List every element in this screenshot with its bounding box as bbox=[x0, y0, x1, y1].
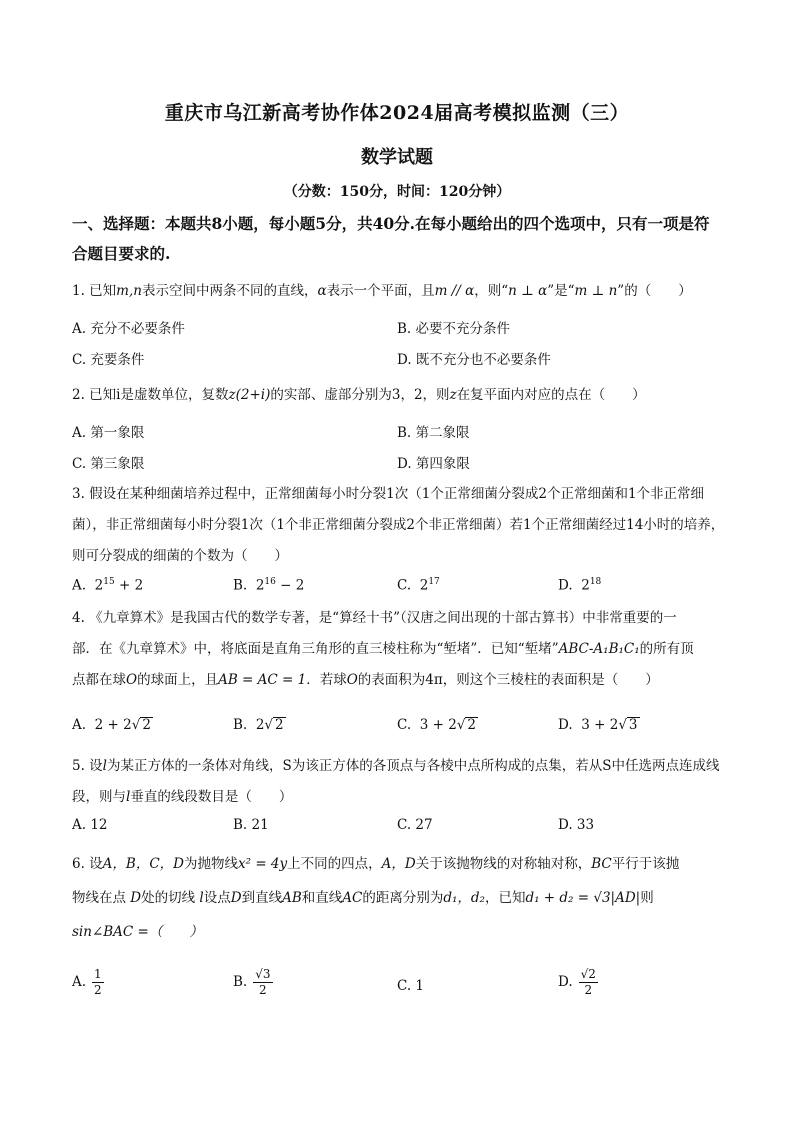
q6-text: 的距离分别为 bbox=[362, 890, 444, 906]
q6-text: 处的切线 bbox=[141, 890, 196, 906]
q4-option-a: A. 2 + 2√ 2 bbox=[72, 717, 151, 733]
exam-title: 重庆市乌江新高考协作体2024届高考模拟监测（三） bbox=[164, 102, 630, 124]
q6-line-3 bbox=[72, 915, 726, 949]
q5-text: 5. 设 bbox=[72, 758, 103, 774]
q6-text: 为抛物线 bbox=[184, 856, 238, 872]
q6-line-ac: AC bbox=[342, 890, 363, 906]
q3-option-d bbox=[558, 577, 601, 594]
q1-text: 表示空间中两条不同的直线， bbox=[141, 283, 318, 299]
q1-text: 表示一个平面，且 bbox=[326, 283, 435, 299]
option-radicand: 2 bbox=[275, 717, 284, 733]
option-prefix: 2 bbox=[255, 717, 265, 733]
q2-option-c: C. 第三象限 bbox=[72, 456, 145, 472]
subject-title: 数学试题 bbox=[361, 147, 433, 168]
option-base: 2 bbox=[419, 577, 429, 594]
fraction-numerator: √3 bbox=[255, 967, 271, 981]
option-label: D. bbox=[558, 974, 573, 990]
q6-points-ad: A，D bbox=[381, 856, 416, 872]
q2-text: 的实部、虚部分别为3，2，则 bbox=[270, 387, 450, 403]
q5-text: 垂直的线段数目是（ ） bbox=[130, 789, 293, 805]
q6-point-d: D bbox=[230, 890, 242, 906]
q6-text: 则 bbox=[640, 890, 654, 906]
q4-line-3 bbox=[72, 665, 726, 696]
option-exponent: 17 bbox=[428, 577, 440, 587]
exam-meta: （分数：150分，时间：120分钟） bbox=[283, 184, 511, 200]
fraction-numerator: 1 bbox=[94, 967, 102, 981]
option-base: 2 bbox=[94, 577, 104, 594]
q1-text: ，则“ bbox=[474, 283, 509, 299]
q2-expression: z(2+i) bbox=[228, 387, 271, 403]
q6-var-l: l bbox=[199, 890, 204, 906]
q6-text: 关于该抛物线的对称轴对称， bbox=[415, 856, 592, 872]
option-label: D. bbox=[558, 577, 573, 594]
q1-relation-1: n ⊥ α bbox=[508, 283, 548, 299]
question-3-stem: 3. 假设在某种细菌培养过程中，正常细菌每小时分裂1次（1个正常细菌分裂成2个正常细菌和1个非正常细菌），非正常细菌每小时分裂1次（1个非正常细菌分裂成2个非正常细菌）若1个正常细菌经过14小时的培养，则可分裂成的细菌的个数为（ ） bbox=[72, 486, 725, 564]
q1-option-c: C. 充要条件 bbox=[72, 352, 145, 368]
q6-condition: d₁ + d₂ = √3|AD| bbox=[525, 890, 641, 906]
option-exponent: 18 bbox=[589, 577, 602, 587]
option-label: C. bbox=[397, 717, 412, 733]
fraction-numerator: √2 bbox=[580, 967, 596, 981]
option-fraction bbox=[253, 967, 272, 998]
q6-text: 到直线 bbox=[241, 890, 283, 906]
q1-text: ”的（ ） bbox=[617, 283, 692, 299]
q6-text: 设点 bbox=[203, 890, 231, 906]
q4-condition: AB = AC = 1 bbox=[218, 672, 307, 688]
q3-option-a bbox=[72, 577, 143, 594]
q1-option-d: D. 既不充分也不必要条件 bbox=[397, 352, 551, 368]
q5-option-d: D. 33 bbox=[558, 817, 595, 833]
q1-text: 1. 已知 bbox=[72, 283, 117, 299]
q6-option-c: C. 1 bbox=[397, 978, 425, 994]
q4-text: 的球面上，且 bbox=[137, 672, 219, 688]
option-fraction bbox=[579, 967, 598, 998]
q4-text: 的表面积为4π，则这个三棱柱的表面积是（ ） bbox=[357, 672, 659, 688]
q2-var-z: z bbox=[449, 387, 457, 403]
option-tail: − 2 bbox=[275, 577, 305, 594]
q4-line-1: 4. 《九章算术》是我国古代的数学专著，是“算经十书”（汉唐之间出现的十部古算书）中非常重要的一 bbox=[72, 610, 677, 626]
option-label: A. bbox=[72, 717, 87, 733]
q6-text: ，已知 bbox=[484, 890, 526, 906]
q5-text: 为某正方体的一条体对角线，S为该正方体的各顶点与各棱中点所构成的点集，若从S中任选两点连成线段，则与 bbox=[72, 758, 720, 805]
q5-option-c: C. 27 bbox=[397, 817, 433, 833]
q4-text: ．若球 bbox=[306, 672, 347, 688]
q6-text: 平行于该抛 bbox=[611, 856, 680, 872]
q2-text: 2. 已知i是虚数单位，复数 bbox=[72, 387, 229, 403]
option-exponent: 15 bbox=[103, 577, 115, 587]
question-6-stem bbox=[72, 847, 726, 949]
option-radicand: 2 bbox=[142, 717, 151, 733]
option-prefix: 3 + 2 bbox=[581, 717, 619, 733]
option-label: B. bbox=[233, 577, 248, 594]
q6-line-ab: AB bbox=[282, 890, 302, 906]
q3-option-c bbox=[397, 577, 440, 594]
q6-text: 物线在点 bbox=[72, 890, 126, 906]
q4-option-d: D. 3 + 2√ 3 bbox=[558, 717, 638, 733]
option-base: 2 bbox=[581, 577, 590, 594]
option-base: 2 bbox=[255, 577, 265, 594]
q1-option-a: A. 充分不必要条件 bbox=[72, 321, 185, 337]
q4-prism: ABC-A₁B₁C₁ bbox=[558, 641, 640, 657]
q4-var-o: O bbox=[126, 672, 138, 688]
option-radicand: 2 bbox=[467, 717, 477, 733]
q4-text: 的所有顶 bbox=[639, 641, 694, 657]
q2-option-d: D. 第四象限 bbox=[397, 456, 470, 472]
option-prefix: 2 + 2 bbox=[94, 717, 132, 733]
question-1-stem bbox=[72, 276, 726, 307]
q1-option-b: B. 必要不充分条件 bbox=[397, 321, 511, 337]
q1-text: ”是“ bbox=[547, 283, 575, 299]
option-label: B. bbox=[233, 717, 248, 733]
q5-var-l: l bbox=[126, 789, 131, 805]
q4-text: 部．在《九章算术》中，将底面是直角三角形的直三棱柱称为“堑堵”．已知“堑堵” bbox=[72, 641, 559, 657]
option-label: A. bbox=[72, 577, 87, 594]
option-radicand: 3 bbox=[628, 717, 638, 733]
q6-line-1 bbox=[72, 847, 726, 881]
q4-var-o: O bbox=[346, 672, 358, 688]
q6-points: A，B，C，D bbox=[102, 856, 184, 872]
option-label: D. bbox=[558, 717, 573, 733]
q6-question: sin∠BAC =（ ） bbox=[72, 924, 203, 940]
q2-option-a: A. 第一象限 bbox=[72, 425, 145, 441]
q6-option-d bbox=[558, 967, 598, 998]
q5-option-b: B. 21 bbox=[233, 817, 269, 833]
q1-var-mn: m,n bbox=[116, 283, 142, 299]
option-label: C. bbox=[397, 577, 412, 594]
q6-text: 上不同的四点， bbox=[287, 856, 382, 872]
option-fraction bbox=[92, 967, 104, 998]
q6-parabola: x² = 4y bbox=[238, 856, 288, 872]
fraction-denominator: 2 bbox=[94, 983, 102, 997]
q6-option-a bbox=[72, 967, 104, 998]
section-heading: 一、选择题：本题共8小题，每小题5分，共40分.在每小题给出的四个选项中，只有一项是符合题目要求的. bbox=[72, 214, 710, 263]
q4-text: 点都在球 bbox=[72, 672, 126, 688]
q6-point-d: D bbox=[130, 890, 142, 906]
option-prefix: 3 + 2 bbox=[419, 717, 457, 733]
q4-line-2 bbox=[72, 634, 726, 665]
fraction-denominator: 2 bbox=[259, 983, 267, 997]
fraction-denominator: 2 bbox=[584, 983, 593, 997]
q6-option-b bbox=[233, 967, 273, 998]
q1-relation-2: m ⊥ n bbox=[574, 283, 618, 299]
q4-option-b: B. 2√ 2 bbox=[233, 717, 284, 733]
q6-text: 和直线 bbox=[301, 890, 343, 906]
q6-distances: d₁，d₂ bbox=[443, 890, 485, 906]
question-5-stem bbox=[72, 751, 726, 813]
q3-option-b bbox=[233, 577, 304, 594]
q5-option-a: A. 12 bbox=[72, 817, 108, 833]
option-tail: + 2 bbox=[114, 577, 144, 594]
q5-var-l: l bbox=[102, 758, 107, 774]
q4-option-c: C. 3 + 2√ 2 bbox=[397, 717, 477, 733]
option-exponent: 16 bbox=[264, 577, 276, 587]
q1-var-alpha: α bbox=[317, 283, 327, 299]
q6-line-2 bbox=[72, 881, 726, 915]
q2-option-b: B. 第二象限 bbox=[397, 425, 470, 441]
question-4-stem bbox=[72, 603, 726, 696]
option-label: A. bbox=[72, 974, 87, 990]
option-label: B. bbox=[233, 974, 248, 990]
q6-line-bc: BC bbox=[591, 856, 612, 872]
q1-condition: m // α bbox=[434, 283, 475, 299]
q2-text: 在复平面内对应的点在（ ） bbox=[456, 387, 646, 403]
q6-text: 6. 设 bbox=[72, 856, 103, 872]
question-2-stem bbox=[72, 380, 726, 411]
